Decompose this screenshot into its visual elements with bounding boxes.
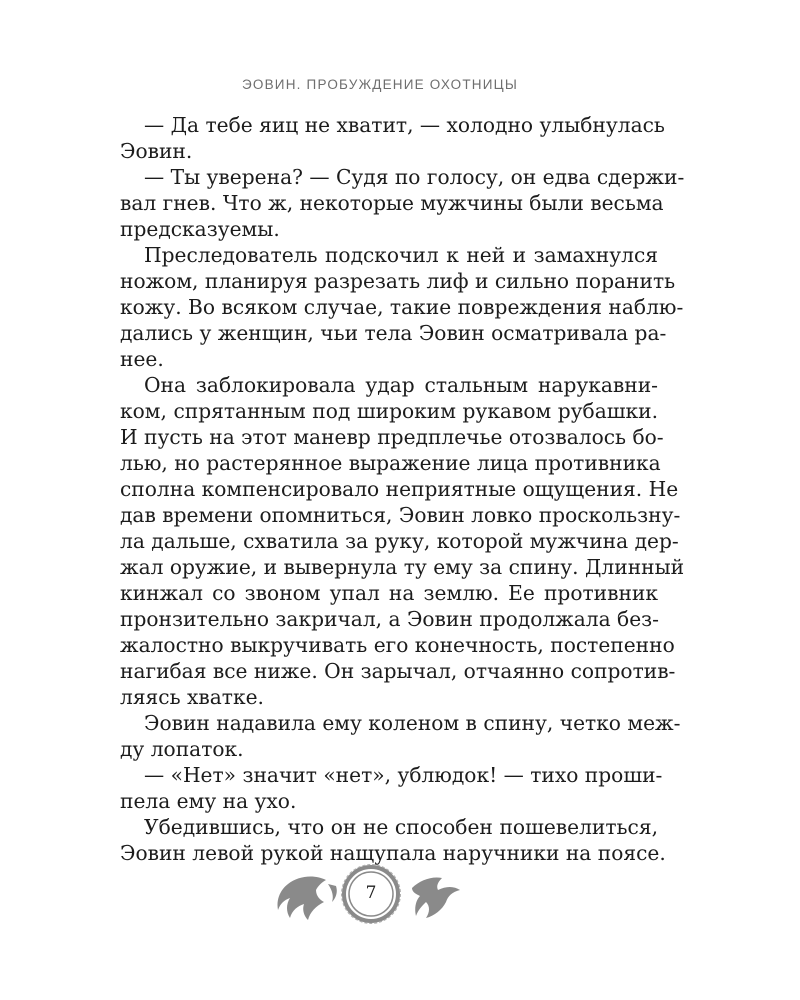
text-line: жалостно выкручивать его конечность, постепенно bbox=[120, 633, 675, 657]
raven-icon bbox=[412, 877, 460, 918]
text-line: ла дальше, схватила за руку, которой мужчина дер- bbox=[120, 529, 679, 553]
text-line: Эовин. bbox=[120, 139, 193, 163]
text-line: пронзительно закричал, а Эовин продолжала без- bbox=[120, 607, 659, 631]
text-line: предсказуемы. bbox=[120, 217, 280, 241]
page-number: 7 bbox=[365, 883, 377, 903]
body-text bbox=[120, 112, 685, 866]
text-line: ляясь хватке. bbox=[120, 685, 264, 709]
text-line: — «Нет» значит «нет», ублюдок! — тихо проши- bbox=[144, 763, 663, 787]
text-line: ду лопаток. bbox=[120, 737, 244, 761]
text-line: кинжал со звоном упал на землю. Ее противник bbox=[120, 581, 658, 605]
text-line: ком, спрятанным под широким рукавом рубашки. bbox=[120, 399, 658, 423]
text-line: Эовин надавила ему коленом в спину, четко меж- bbox=[144, 711, 681, 735]
text-line: пела ему на ухо. bbox=[120, 789, 297, 813]
text-line: — Да тебе яиц не хватит, — холодно улыбнулась bbox=[144, 113, 665, 137]
running-head: ЭОВИН. ПРОБУЖДЕНИЕ ОХОТНИЦЫ bbox=[241, 77, 518, 92]
text-line: дались у женщин, чьи тела Эовин осматривала ра- bbox=[120, 321, 667, 345]
text-line: Она заблокировала удар стальным нарукавни- bbox=[144, 373, 658, 397]
text-line: дав времени опомниться, Эовин ловко проскользну- bbox=[120, 503, 681, 527]
text-line: лью, но растерянное выражение лица противника bbox=[120, 451, 661, 475]
text-line: кожу. Во всяком случае, такие повреждения наблю- bbox=[120, 295, 684, 319]
text-line: Убедившись, что он не способен пошевелиться, bbox=[144, 815, 658, 839]
text-line: вал гнев. Что ж, некоторые мужчины были весьма bbox=[120, 191, 664, 215]
text-line: нагибая все ниже. Он зарычал, отчаянно сопротив- bbox=[120, 659, 676, 683]
text-line: ножом, планируя разрезать лиф и сильно поранить bbox=[120, 269, 676, 293]
text-line: нее. bbox=[120, 347, 164, 371]
text-line: И пусть на этот маневр предплечье отозвалось бо- bbox=[120, 425, 664, 449]
text-line: Преследователь подскочил к ней и замахнулся bbox=[144, 243, 658, 267]
text-line: Эовин левой рукой нащупала наручники на поясе. bbox=[120, 841, 666, 865]
text-line: жал оружие, и вывернула ту ему за спину. Длинный bbox=[120, 555, 685, 579]
text-line: сполна компенсировало неприятные ощущения. Не bbox=[120, 477, 679, 501]
text-line: — Ты уверена? — Судя по голосу, он едва сдержи- bbox=[144, 165, 685, 189]
dragon-wing-icon bbox=[277, 877, 336, 920]
